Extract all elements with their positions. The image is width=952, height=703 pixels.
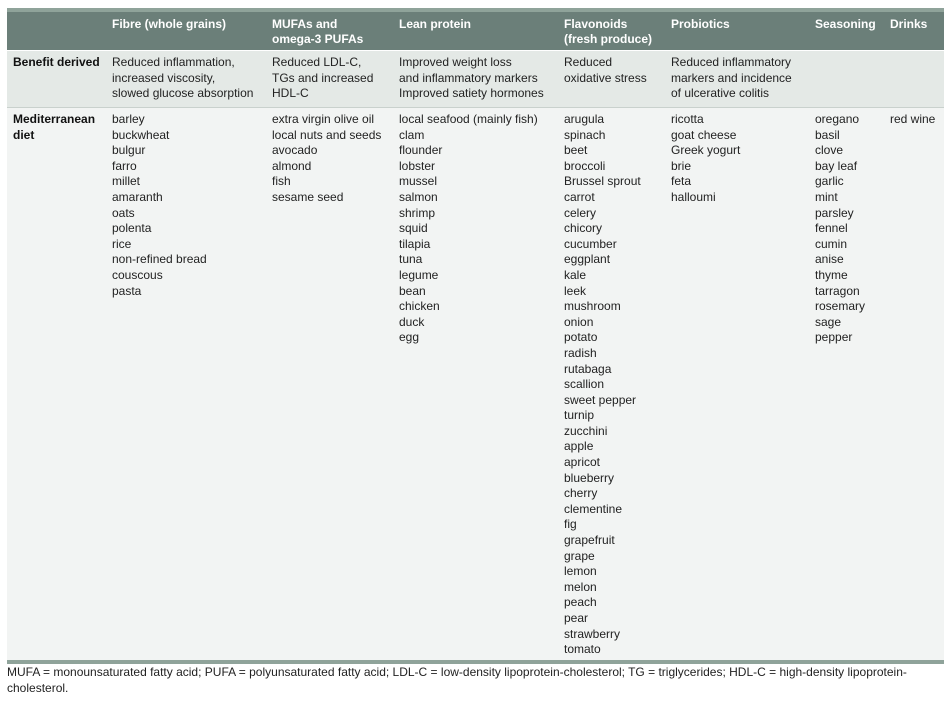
list-item: lemon	[564, 564, 597, 579]
list-item: apple	[564, 439, 594, 454]
list-item: apricot	[564, 455, 601, 470]
list-item: arugula	[564, 112, 605, 126]
list-item: millet	[112, 174, 141, 189]
list-item: salmon	[399, 189, 438, 204]
header-mufas: MUFAs and omega-3 PUFAs	[272, 17, 364, 46]
list-item: onion	[564, 314, 594, 329]
list-item: Reduced inflammation,	[112, 55, 235, 69]
list-item: parsley	[815, 205, 854, 220]
table-bottom-rule	[7, 660, 944, 664]
list-item: peach	[564, 595, 597, 610]
benefit-lean-protein	[399, 55, 559, 102]
list-item: slowed glucose absorption	[112, 86, 254, 101]
med-probiotics-list	[671, 112, 811, 206]
list-item: and inflammatory markers	[399, 70, 538, 85]
table-header-row	[7, 12, 944, 50]
list-item: legume	[399, 267, 439, 282]
list-item: halloumi	[671, 189, 716, 204]
list-item: sage	[815, 314, 842, 329]
list-item: clementine	[564, 501, 623, 516]
list-item: fig	[564, 517, 577, 532]
row-label-mediterranean: Mediterranean diet	[13, 112, 96, 142]
list-item: blueberry	[564, 470, 615, 485]
header-fibre: Fibre (whole grains)	[112, 17, 227, 31]
list-item: Brussel sprout	[564, 174, 641, 189]
list-item: cumin	[815, 236, 848, 251]
list-item: lobster	[399, 158, 436, 173]
list-item: Reduced LDL-C,	[272, 55, 362, 69]
list-item: increased viscosity,	[112, 70, 216, 85]
header-lean-protein: Lean protein	[399, 17, 472, 31]
list-item: egg	[399, 330, 420, 345]
list-item: ricotta	[671, 112, 704, 126]
list-item: mussel	[399, 174, 438, 189]
list-item: chicory	[564, 221, 603, 236]
benefit-probiotics	[671, 55, 811, 102]
list-item: red wine	[890, 112, 936, 126]
list-item: chicken	[399, 299, 440, 314]
med-seasoning-list	[815, 112, 885, 346]
list-item: shrimp	[399, 205, 436, 220]
list-item: carrot	[564, 189, 595, 204]
list-item: of ulcerative colitis	[671, 86, 770, 101]
list-item: TGs and increased	[272, 70, 374, 85]
list-item: mint	[815, 189, 838, 204]
list-item: clove	[815, 143, 844, 158]
list-item: barley	[112, 112, 145, 126]
list-item: radish	[564, 345, 597, 360]
list-item: polenta	[112, 221, 152, 236]
table-row-mediterranean	[7, 107, 944, 660]
list-item: zucchini	[564, 423, 608, 438]
list-item: garlic	[815, 174, 844, 189]
list-item: tuna	[399, 252, 423, 267]
list-item: squid	[399, 221, 428, 236]
list-item: flounder	[399, 143, 443, 158]
med-mufas-list	[272, 112, 394, 206]
diet-table	[7, 12, 944, 660]
list-item: turnip	[564, 408, 595, 423]
list-item: scallion	[564, 377, 605, 392]
list-item: kale	[564, 267, 587, 282]
list-item: potato	[564, 330, 598, 345]
list-item: bay leaf	[815, 158, 858, 173]
list-item: Improved satiety hormones	[399, 86, 544, 101]
list-item: couscous	[112, 267, 163, 282]
header-probiotics: Probiotics	[671, 17, 730, 31]
list-item: tarragon	[815, 283, 860, 298]
table-row-benefit	[7, 50, 944, 107]
list-item: melon	[564, 579, 597, 594]
list-item: almond	[272, 158, 312, 173]
benefit-flavonoids	[564, 55, 664, 86]
list-item: celery	[564, 205, 597, 220]
list-item: clam	[399, 127, 425, 142]
header-drinks: Drinks	[890, 17, 928, 31]
list-item: local seafood (mainly fish)	[399, 112, 538, 126]
list-item: rutabaga	[564, 361, 612, 376]
list-item: basil	[815, 127, 840, 142]
list-item: oats	[112, 205, 135, 220]
list-item: buckwheat	[112, 127, 170, 142]
list-item: Reduced	[564, 55, 613, 69]
list-item: goat cheese	[671, 127, 737, 142]
list-item: duck	[399, 314, 425, 329]
list-item: fish	[272, 174, 291, 189]
list-item: tilapia	[399, 236, 431, 251]
list-item: bean	[399, 283, 426, 298]
list-item: pasta	[112, 283, 142, 298]
list-item: cherry	[564, 486, 598, 501]
list-item: farro	[112, 158, 137, 173]
list-item: amaranth	[112, 189, 163, 204]
med-fibre-list	[112, 112, 267, 299]
list-item: thyme	[815, 267, 848, 282]
list-item: non-refined bread	[112, 252, 207, 267]
list-item: brie	[671, 158, 692, 173]
med-lean-protein-list	[399, 112, 559, 346]
list-item: Improved weight loss	[399, 55, 512, 69]
list-item: broccoli	[564, 158, 606, 173]
list-item: oregano	[815, 112, 860, 126]
list-item: leek	[564, 283, 587, 298]
list-item: grapefruit	[564, 533, 615, 548]
list-item: tomato	[564, 642, 601, 657]
list-item: feta	[671, 174, 692, 189]
list-item: beet	[564, 143, 588, 158]
list-item: extra virgin olive oil	[272, 112, 375, 126]
list-item: avocado	[272, 143, 318, 158]
list-item: anise	[815, 252, 844, 267]
med-flavonoids-list	[564, 112, 664, 658]
table-footnote: MUFA = monounsaturated fatty acid; PUFA = polyunsaturated fatty acid; LDL-C = low-density lipoprotein-cholesterol; TG = triglycerides; HDL-C = high-density lipoprotein-cholesterol.	[7, 665, 907, 695]
med-drinks-list	[890, 112, 942, 128]
list-item: rice	[112, 236, 132, 251]
list-item: mushroom	[564, 299, 621, 314]
list-item: sweet pepper	[564, 392, 637, 407]
list-item: strawberry	[564, 626, 621, 641]
header-flavonoids: Flavonoids (fresh produce)	[564, 17, 653, 46]
list-item: sesame seed	[272, 189, 344, 204]
list-item: Reduced inflammatory	[671, 55, 792, 69]
diet-table-container	[7, 8, 944, 664]
list-item: grape	[564, 548, 595, 563]
list-item: bulgur	[112, 143, 146, 158]
list-item: eggplant	[564, 252, 611, 267]
benefit-mufas	[272, 55, 394, 102]
list-item: local nuts and seeds	[272, 127, 382, 142]
list-item: HDL-C	[272, 86, 309, 101]
row-label-benefit: Benefit derived	[13, 55, 100, 69]
list-item: Greek yogurt	[671, 143, 741, 158]
list-item: fennel	[815, 221, 848, 236]
list-item: cucumber	[564, 236, 617, 251]
list-item: oxidative stress	[564, 70, 647, 85]
list-item: rosemary	[815, 299, 866, 314]
header-seasoning: Seasoning	[815, 17, 876, 31]
benefit-fibre	[112, 55, 267, 102]
list-item: pear	[564, 611, 589, 625]
list-item: markers and incidence	[671, 70, 792, 85]
list-item: spinach	[564, 127, 606, 142]
list-item: pepper	[815, 330, 853, 345]
